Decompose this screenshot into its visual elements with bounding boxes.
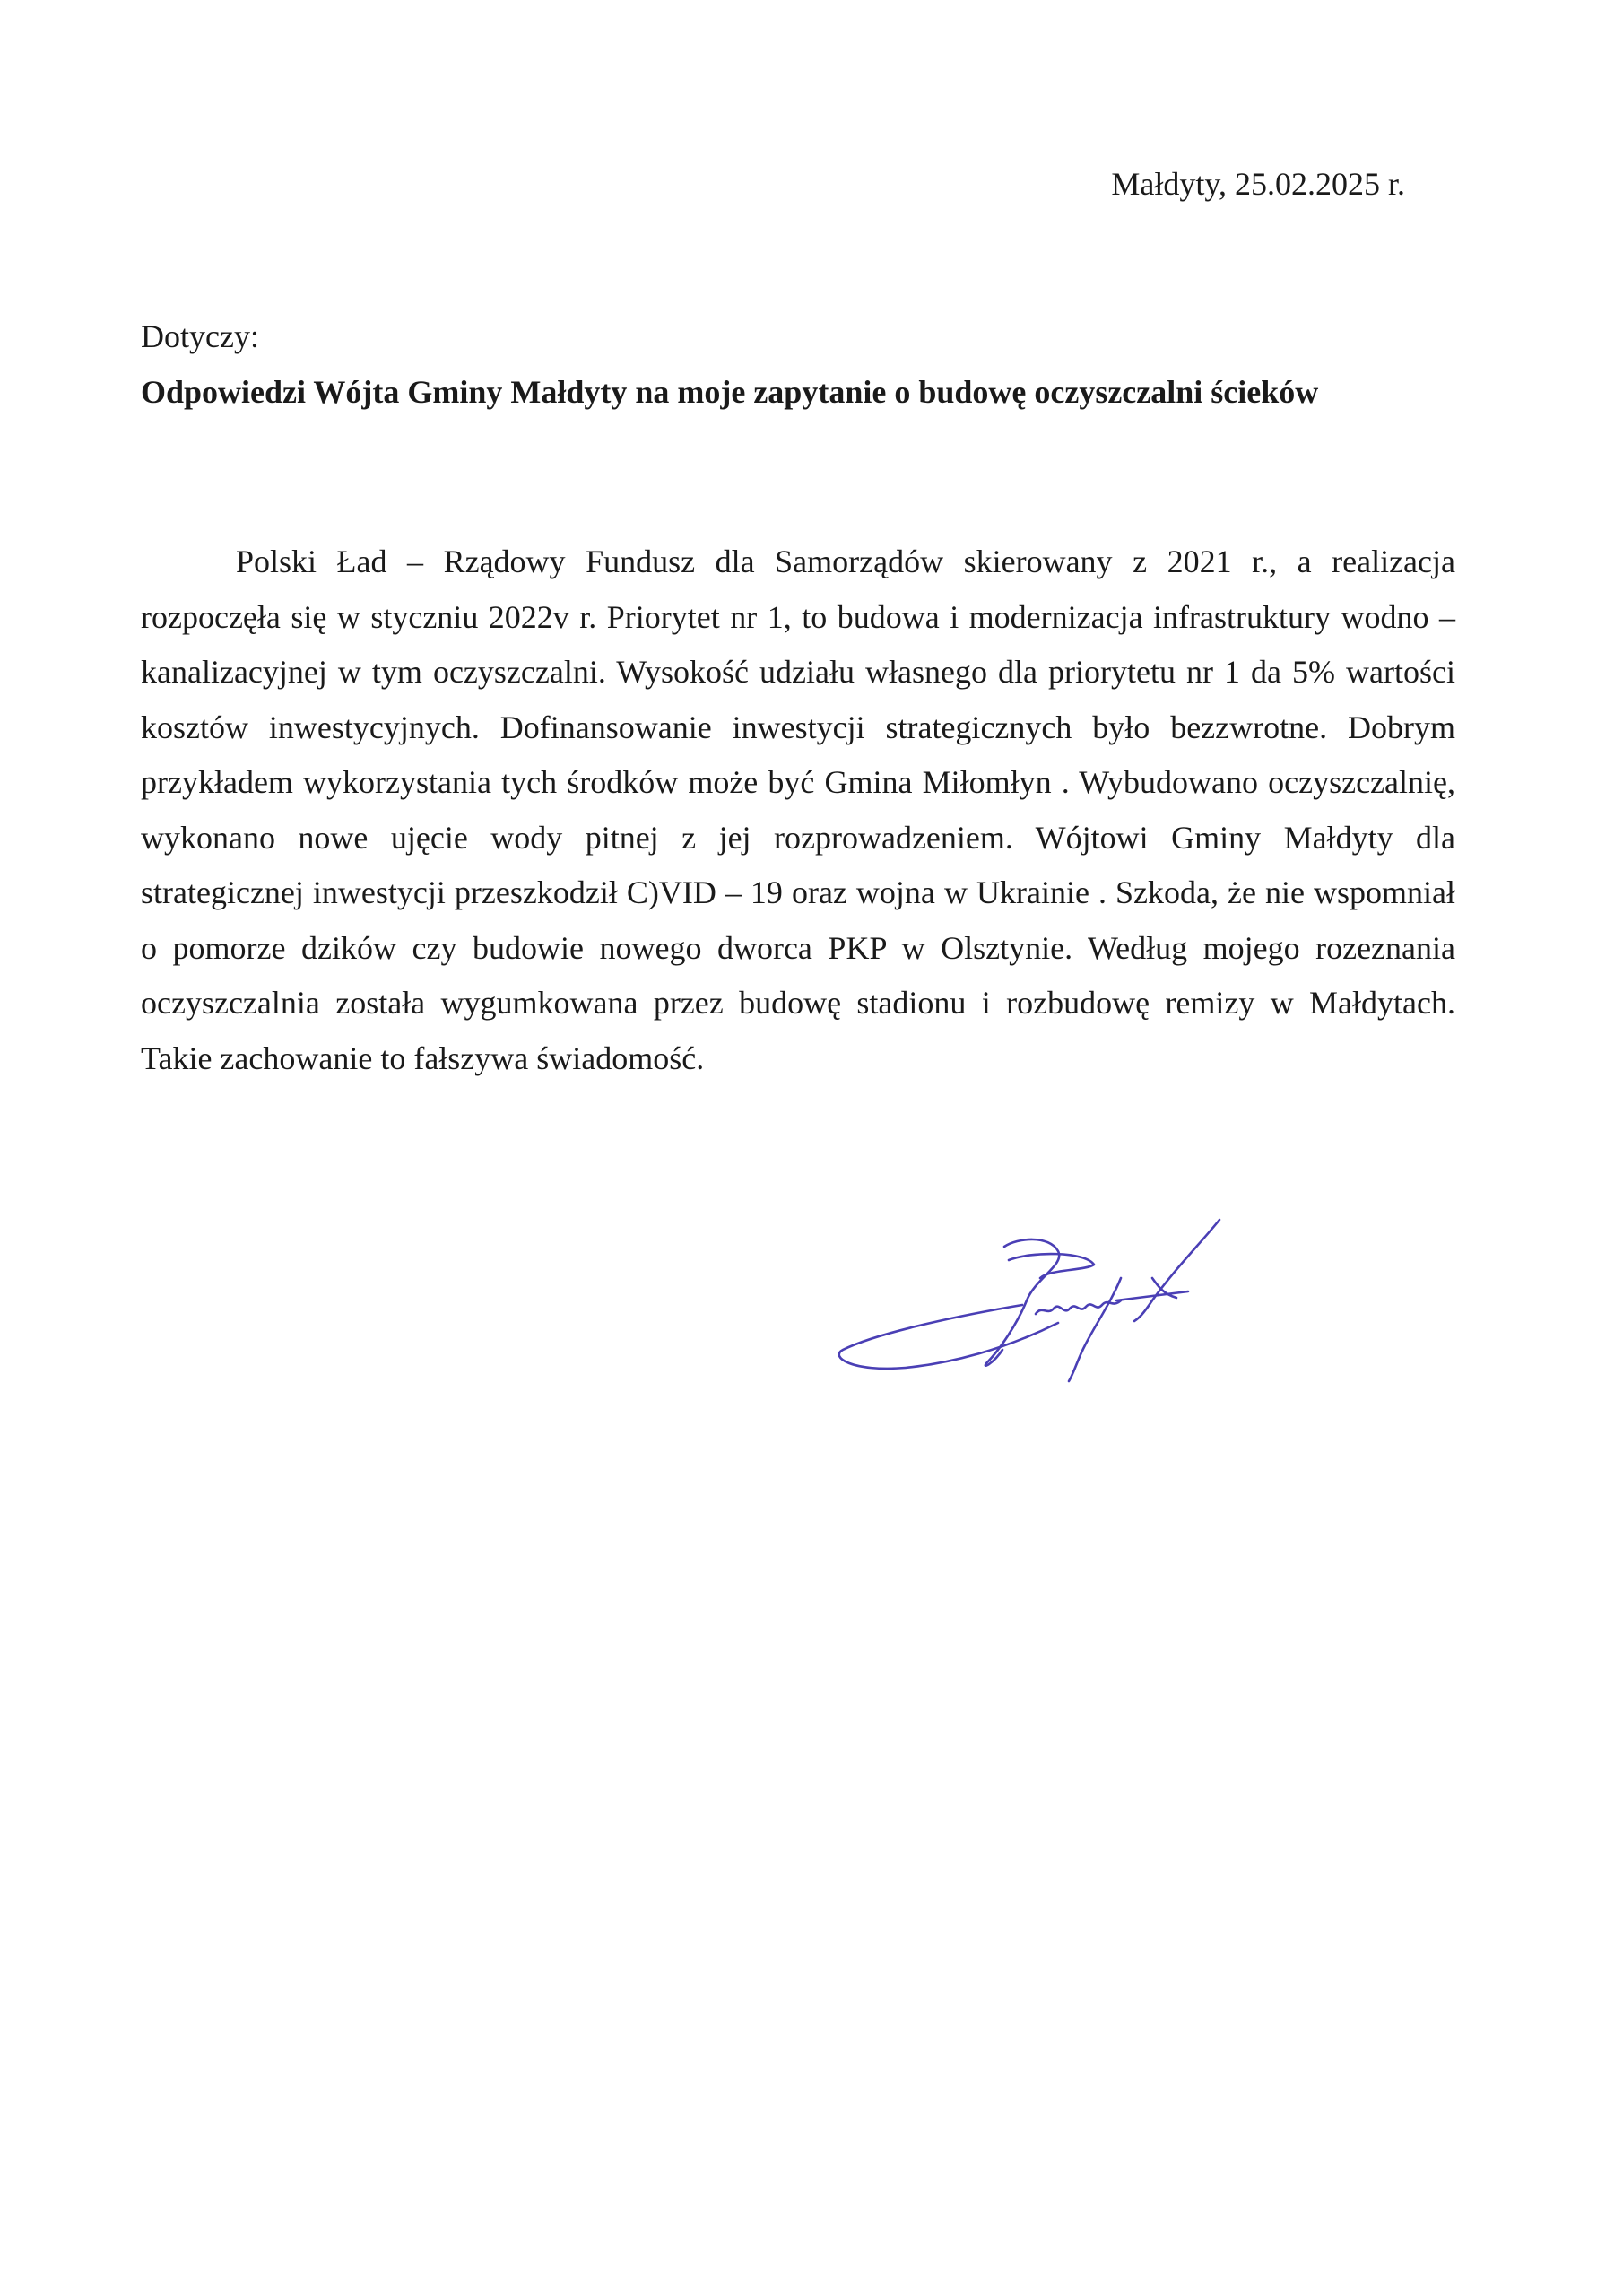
subject-title: Odpowiedzi Wójta Gminy Małdyty na moje zapytanie o budowę oczyszczalni ścieków <box>141 374 1319 410</box>
place-and-date: Małdyty, 25.02.2025 r. <box>1111 166 1405 202</box>
handwritten-signature <box>825 1215 1273 1395</box>
signature-strokes <box>839 1220 1219 1381</box>
body-paragraph: Polski Ład – Rządowy Fundusz dla Samorządów skierowany z 2021 r., a realizacja rozpoczęła się w styczniu 2022v r. Priorytet nr 1, to budowa i modernizacja infrastruktury wodno – kanalizacyjnej w tym oczyszczalni. Wysokość udziału własnego dla priorytetu nr 1 da 5% wartości kosztów inwestycyjnych. Dofinansowanie inwestycji strategicznych było bezzwrotne. Dobrym przykładem wykorzystania tych środków może być Gmina Miłomłyn . Wybudowano oczyszczalnię, wykonano nowe ujęcie wody pitnej z jej rozprowadzeniem. Wójtowi Gminy Małdyty dla strategicznej inwestycji przeszkodził C)VID – 19 oraz wojna w Ukrainie . Szkoda, że nie wspomniał o pomorze dzików czy budowie nowego dworca PKP w Olsztynie. Według mojego rozeznania oczyszczalnia została wygumkowana przez budowę stadionu i rozbudowę remizy w Małdytach. Takie zachowanie to fałszywa świadomość. <box>141 544 1455 1076</box>
subject-label: Dotyczy: <box>141 318 259 354</box>
